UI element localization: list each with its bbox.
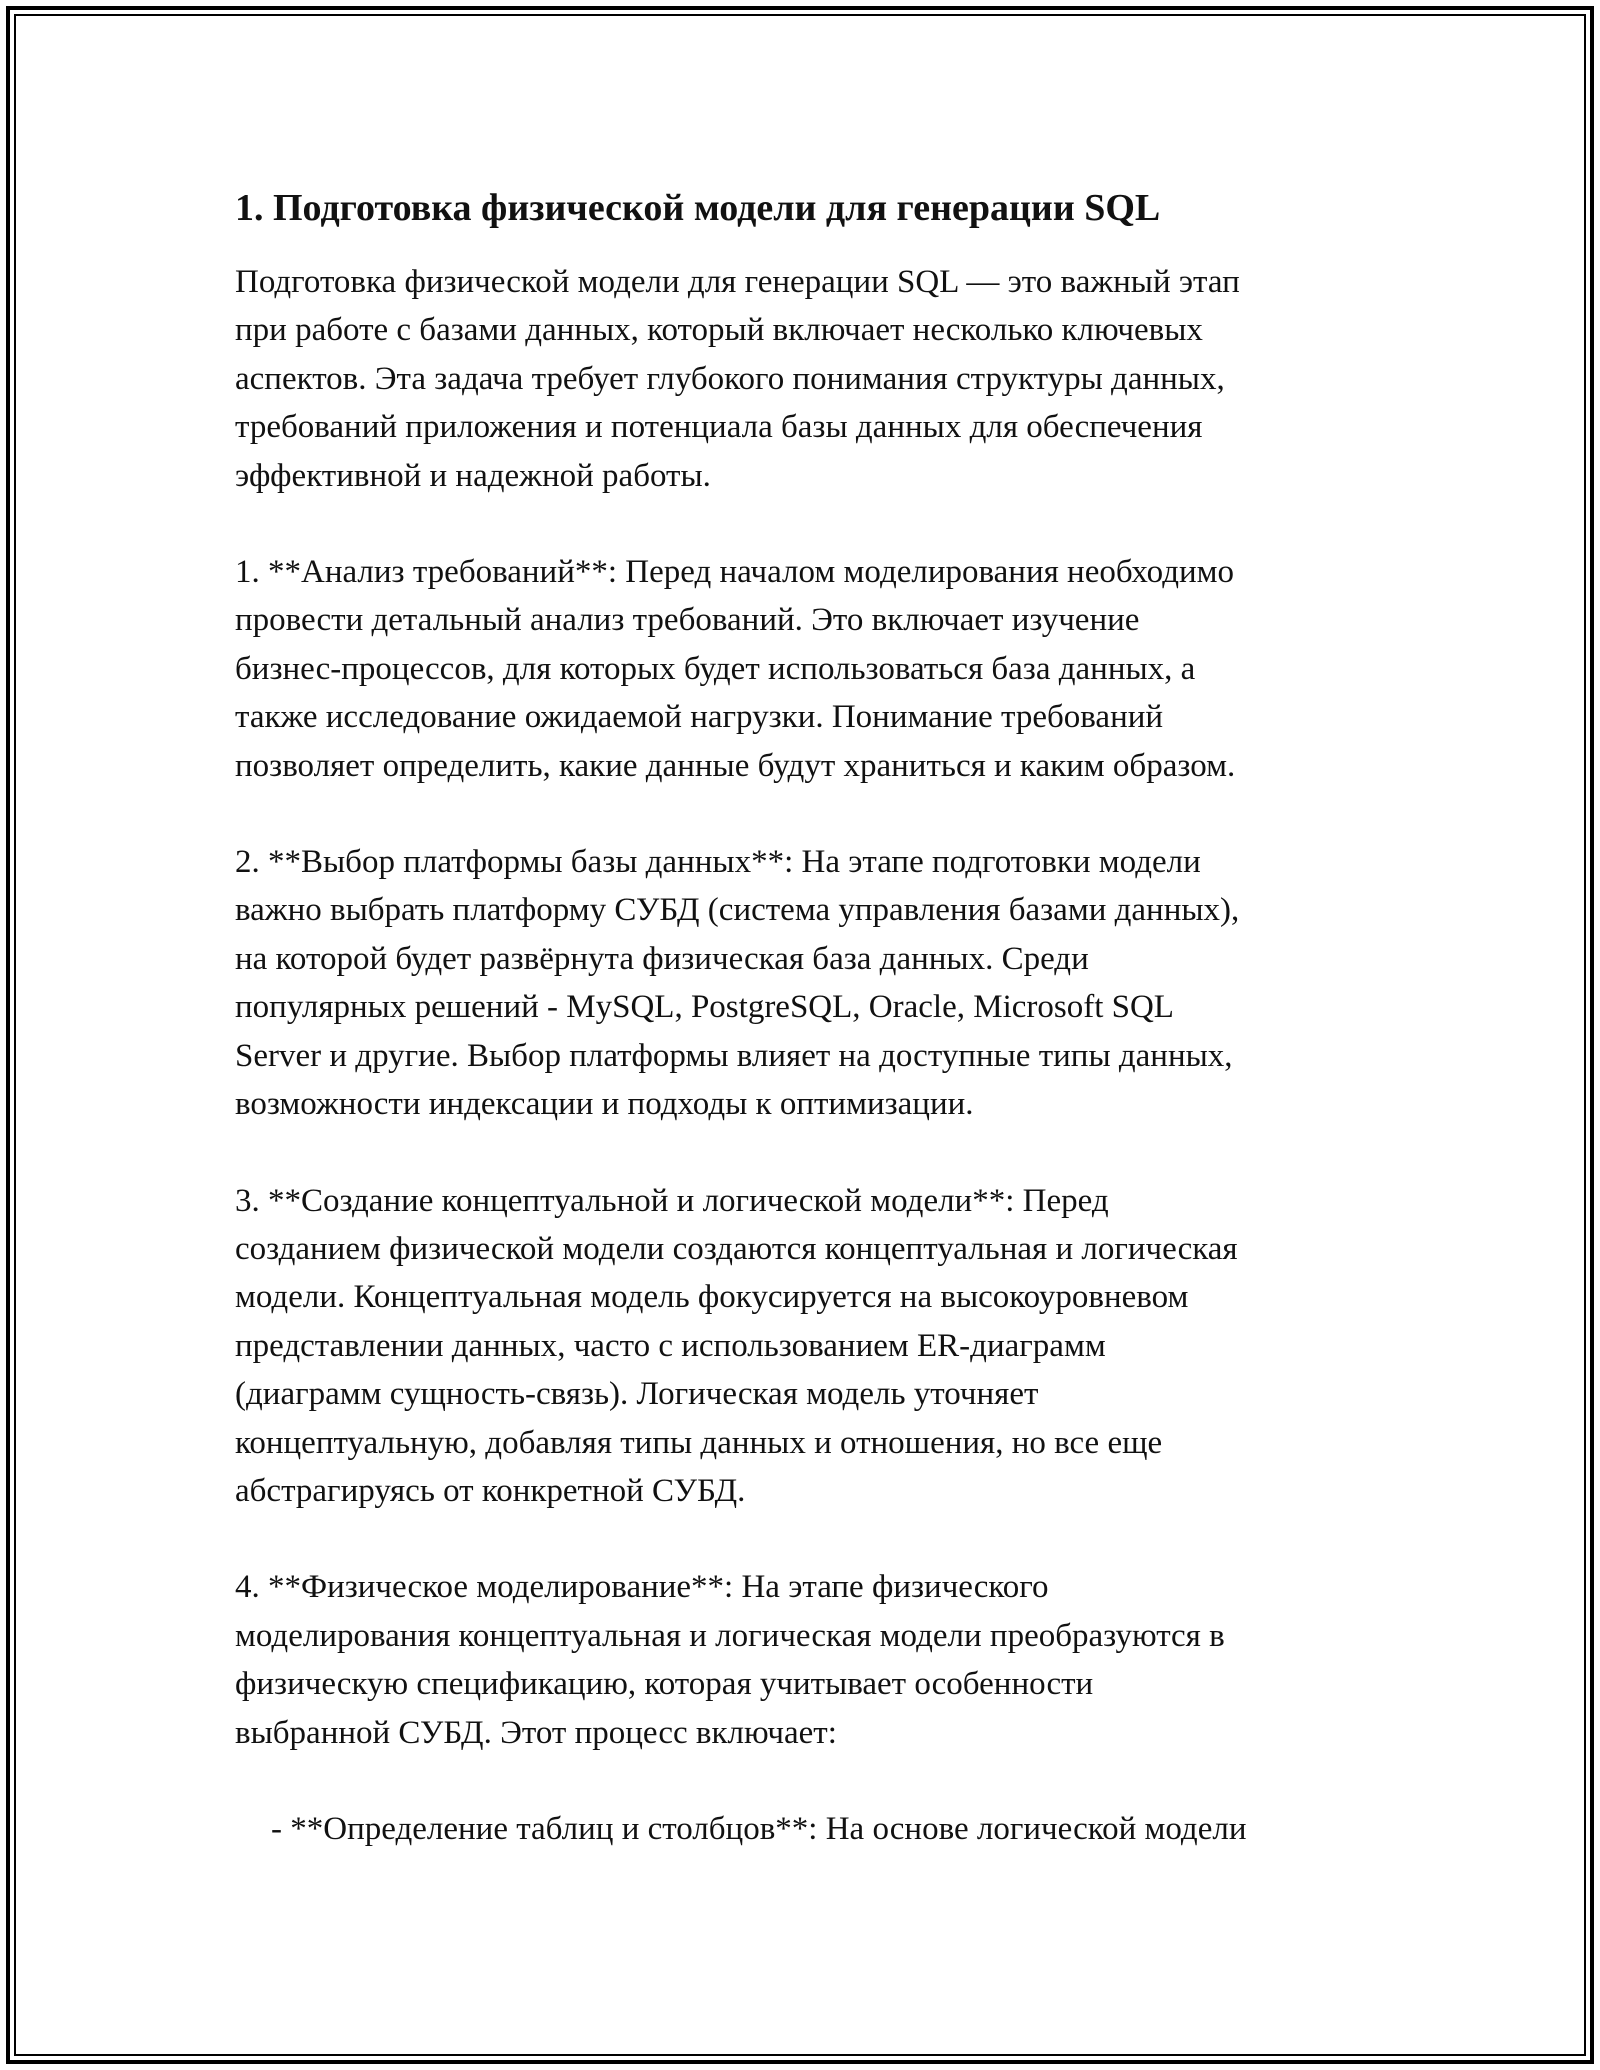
item-requirements-analysis bbox=[235, 548, 1370, 790]
text-line: модели. Концептуальная модель фокусируется на высокоуровневом bbox=[235, 1279, 1189, 1316]
text-line: концептуальную, добавляя типы данных и отношения, но все еще bbox=[235, 1424, 1163, 1461]
text-line: 1. **Анализ требований**: Перед началом моделирования необходимо bbox=[235, 554, 1235, 591]
text-line: провести детальный анализ требований. Это включает изучение bbox=[235, 602, 1140, 639]
text-line: 3. **Создание концептуальной и логической модели**: Перед bbox=[235, 1182, 1109, 1219]
text-line: бизнес-процессов, для которых будет использоваться база данных, а bbox=[235, 650, 1196, 687]
text-line: популярных решений - MySQL, PostgreSQL, Oracle, Microsoft SQL bbox=[235, 989, 1174, 1026]
text-line: представлении данных, часто с использованием ER-диаграмм bbox=[235, 1327, 1106, 1364]
text-line: выбранной СУБД. Этот процесс включает: bbox=[235, 1714, 837, 1751]
text-line: 2. **Выбор платформы базы данных**: На этапе подготовки модели bbox=[235, 844, 1201, 881]
text-line: аспектов. Эта задача требует глубокого понимания структуры данных, bbox=[235, 360, 1225, 397]
document-title: 1. Подготовка физической модели для генерации SQL bbox=[235, 187, 1161, 229]
text-line: - **Определение таблиц и столбцов**: На основе логической модели bbox=[271, 1810, 1247, 1847]
document-body bbox=[235, 184, 1370, 1853]
intro-paragraph bbox=[235, 258, 1370, 500]
text-line: при работе с базами данных, который включает несколько ключевых bbox=[235, 312, 1203, 349]
text-line: позволяет определить, какие данные будут храниться и каким образом. bbox=[235, 747, 1236, 784]
text-line: также исследование ожидаемой нагрузки. Понимание требований bbox=[235, 699, 1164, 736]
text-line: Подготовка физической модели для генерации SQL — это важный этап bbox=[235, 264, 1240, 300]
text-line: абстрагируясь от конкретной СУБД. bbox=[235, 1472, 746, 1509]
text-line: (диаграмм сущность-связь). Логическая модель уточняет bbox=[235, 1376, 1039, 1413]
text-line: важно выбрать платформу СУБД (система управления базами данных), bbox=[235, 892, 1240, 929]
subitem-tables-columns bbox=[235, 1805, 1370, 1853]
text-line: Server и другие. Выбор платформы влияет на доступные типы данных, bbox=[235, 1037, 1233, 1074]
text-line: требований приложения и потенциала базы данных для обеспечения bbox=[235, 409, 1203, 446]
item-physical-modeling bbox=[235, 1563, 1370, 1757]
text-line: возможности индексации и подходы к оптимизации. bbox=[235, 1086, 974, 1123]
text-line: 4. **Физическое моделирование**: На этапе физического bbox=[235, 1569, 1049, 1606]
text-line: физическую спецификацию, которая учитывает особенности bbox=[235, 1666, 1094, 1703]
text-line: эффективной и надежной работы. bbox=[235, 457, 711, 494]
item-platform-choice bbox=[235, 838, 1370, 1128]
text-line: созданием физической модели создаются концептуальная и логическая bbox=[235, 1230, 1238, 1267]
item-conceptual-logical-model bbox=[235, 1177, 1370, 1516]
text-line: моделирования концептуальная и логическая модели преобразуются в bbox=[235, 1617, 1225, 1654]
text-line: на которой будет развёрнута физическая база данных. Среди bbox=[235, 940, 1089, 977]
